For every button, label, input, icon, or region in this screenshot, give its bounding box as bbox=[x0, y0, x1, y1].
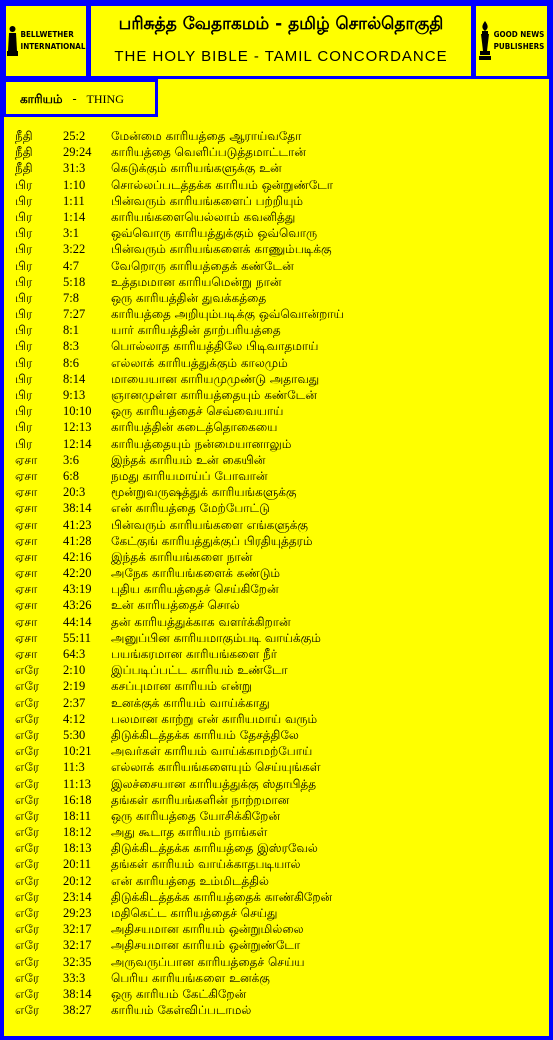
entry-reference: 44:14 bbox=[63, 614, 92, 629]
list-item bbox=[15, 274, 344, 290]
concordance-list bbox=[15, 128, 344, 1018]
entry-reference: 43:26 bbox=[63, 598, 92, 613]
entry-book: எரே bbox=[15, 986, 40, 1001]
entry-text: கசப்புமான காரியம் என்று bbox=[111, 679, 252, 694]
entry-reference: 32:17 bbox=[63, 938, 92, 953]
list-item bbox=[15, 678, 344, 694]
list-item bbox=[15, 889, 344, 905]
list-item bbox=[15, 970, 344, 986]
right-logo-line1: GOOD NEWS bbox=[493, 30, 545, 39]
entry-text: மூன்றுவருஷத்துக் காரியங்களுக்கு bbox=[111, 485, 297, 500]
entry-book: எரே bbox=[15, 711, 40, 726]
entry-book: பிர bbox=[15, 209, 33, 224]
entry-book: பிர bbox=[15, 436, 33, 451]
entry-text: பின்வரும் காரியங்களைப் பற்றியும் bbox=[111, 193, 304, 208]
entry-text: அருவருப்பான காரியத்தைச் செய்ய bbox=[111, 954, 305, 969]
entry-reference: 11:13 bbox=[63, 776, 92, 791]
entry-reference: 31:3 bbox=[63, 161, 86, 176]
entry-reference: 12:14 bbox=[63, 436, 92, 451]
entry-text: மேன்மை காரியத்தை ஆராய்வதோ bbox=[111, 129, 302, 143]
entry-reference: 6:8 bbox=[63, 468, 79, 483]
publisher-logo-left bbox=[3, 3, 89, 79]
entry-text: அது கூடாத காரியம் நாங்கள் bbox=[111, 825, 268, 840]
entry-text: இந்தக் காரியம் உன் கையின் bbox=[111, 452, 266, 467]
list-item bbox=[15, 403, 344, 419]
list-item bbox=[15, 144, 344, 160]
entry-text: ஒரு காரியத்தின் துவக்கத்தை bbox=[111, 290, 267, 305]
entry-text: பெரிய காரியங்களை உனக்கு bbox=[111, 970, 270, 985]
entry-text: மதிகெட்ட காரியத்தைச் செய்து bbox=[111, 906, 278, 920]
list-item bbox=[15, 597, 344, 613]
list-item bbox=[15, 355, 344, 371]
entry-book: எரே bbox=[15, 825, 40, 840]
entry-reference: 23:14 bbox=[63, 889, 92, 904]
list-item bbox=[15, 419, 344, 435]
left-logo-line2: INTERNATIONAL bbox=[20, 42, 86, 51]
entry-text: ஒரு காரியத்தை யோசிக்கிறேன் bbox=[111, 808, 280, 823]
entry-book: பிர bbox=[15, 388, 33, 402]
entry-text: காரியத்தின் கடைத்தொகையை bbox=[111, 420, 278, 435]
entry-reference: 42:16 bbox=[63, 549, 92, 564]
entry-text: ஒரு காரியம் கேட்கிறேன் bbox=[111, 986, 247, 1001]
entry-book: பிர bbox=[15, 290, 33, 305]
list-item bbox=[15, 387, 344, 403]
list-item bbox=[15, 128, 344, 144]
list-item bbox=[15, 776, 344, 792]
entry-text: உனக்குக் காரியம் வாய்க்காது bbox=[111, 695, 270, 710]
entry-book: பிர bbox=[15, 307, 33, 322]
entry-reference: 20:11 bbox=[63, 857, 92, 872]
entry-reference: 38:27 bbox=[63, 1003, 92, 1018]
entry-book: பிர bbox=[15, 274, 33, 289]
entry-book: பிர bbox=[15, 371, 33, 386]
entry-text: யார் காரியத்தின் தாற்பரியத்தை bbox=[111, 323, 281, 338]
list-item bbox=[15, 873, 344, 889]
entry-book: பிர bbox=[15, 339, 33, 354]
entry-reference: 41:23 bbox=[63, 517, 92, 532]
entry-reference: 1:14 bbox=[63, 209, 86, 224]
list-item bbox=[15, 824, 344, 840]
entry-book: எரே bbox=[15, 679, 40, 694]
entry-reference: 5:30 bbox=[63, 727, 86, 742]
entry-reference: 32:35 bbox=[63, 954, 92, 969]
list-item bbox=[15, 177, 344, 193]
entry-reference: 3:22 bbox=[63, 242, 86, 257]
list-item bbox=[15, 646, 344, 662]
list-item bbox=[15, 468, 344, 484]
entry-book: பிர bbox=[15, 226, 33, 241]
entry-text: நமது காரியமாய்ப் போவான் bbox=[111, 468, 268, 483]
list-item bbox=[15, 258, 344, 274]
list-item bbox=[15, 500, 344, 516]
entry-reference: 10:10 bbox=[63, 404, 92, 419]
entry-book: எரே bbox=[15, 857, 40, 872]
entry-book: எரே bbox=[15, 695, 40, 710]
entry-reference: 55:11 bbox=[63, 630, 92, 645]
entry-reference: 1:10 bbox=[63, 177, 86, 192]
entry-book: ஏசா bbox=[15, 452, 38, 467]
entry-text: அதிசயமான காரியம் ஒன்றுமில்லை bbox=[111, 922, 304, 937]
entry-text: தங்கள் காரியம் வாய்க்காதபடியால் bbox=[111, 857, 301, 872]
entry-text: காரியத்தை அறியும்படிக்கு ஒவ்வொன்றாய் bbox=[111, 307, 344, 322]
entry-text: இலச்சையான காரியத்துக்கு ஸ்தாபித்த bbox=[111, 776, 317, 791]
entry-text: சொல்லப்படத்தக்க காரியம் ஒன்றுண்டோ bbox=[111, 177, 334, 192]
list-item bbox=[15, 840, 344, 856]
entry-book: ஏசா bbox=[15, 549, 38, 564]
list-item bbox=[15, 436, 344, 452]
entry-book: எரே bbox=[15, 760, 40, 775]
entry-text: எல்லாக் காரியங்களையும் செய்யுங்கள் bbox=[111, 760, 321, 775]
title-tamil: பரிசுத்த வேதாகமம் - தமிழ் சொல்தொகுதி bbox=[118, 14, 444, 34]
entry-book: பிர bbox=[15, 193, 33, 208]
list-item bbox=[15, 808, 344, 824]
entry-book: பிர bbox=[15, 258, 33, 273]
entry-text: காரியத்தை வெளிப்படுத்தமாட்டான் bbox=[111, 145, 306, 160]
entry-reference: 4:12 bbox=[63, 711, 86, 726]
entry-book: எரே bbox=[15, 841, 40, 856]
headword bbox=[20, 91, 124, 107]
entry-book: எரே bbox=[15, 663, 40, 678]
list-item bbox=[15, 727, 344, 743]
list-item bbox=[15, 533, 344, 549]
entry-text: ஒரு காரியத்தைச் செவ்வையாய் bbox=[111, 404, 284, 419]
list-item bbox=[15, 209, 344, 225]
list-item bbox=[15, 614, 344, 630]
entry-book: எரே bbox=[15, 954, 40, 969]
entry-reference: 2:19 bbox=[63, 679, 86, 694]
entry-book: எரே bbox=[15, 922, 40, 937]
entry-reference: 3:6 bbox=[63, 452, 79, 467]
entry-text: வேறொரு காரியத்தைக் கண்டேன் bbox=[111, 258, 294, 273]
entry-reference: 8:1 bbox=[63, 323, 79, 338]
entry-reference: 29:24 bbox=[63, 145, 92, 160]
entry-text: தன் காரியத்துக்காக வளர்க்கிறான் bbox=[111, 614, 291, 629]
entry-book: எரே bbox=[15, 906, 40, 920]
entry-text: காரியங்களையெல்லாம் கவனித்து bbox=[111, 209, 296, 224]
list-item bbox=[15, 759, 344, 775]
list-item bbox=[15, 225, 344, 241]
entry-reference: 20:12 bbox=[63, 873, 92, 888]
entry-book: பிர bbox=[15, 404, 33, 419]
list-item bbox=[15, 743, 344, 759]
torch-icon bbox=[479, 21, 491, 61]
list-item bbox=[15, 1002, 344, 1018]
entry-book: எரே bbox=[15, 808, 40, 823]
list-item bbox=[15, 338, 344, 354]
entry-book: நீதி bbox=[15, 145, 33, 160]
entry-book: ஏசா bbox=[15, 647, 38, 661]
entry-text: தங்கள் காரியங்களின் நாற்றமான bbox=[111, 792, 290, 807]
entry-text: பயங்கரமான காரியங்களை நீர் bbox=[111, 647, 277, 661]
publisher-logo-right bbox=[473, 3, 550, 79]
title-english: THE HOLY BIBLE - TAMIL CONCORDANCE bbox=[114, 48, 448, 65]
entry-text: திடுக்கிடத்தக்க காரியத்தை இஸ்ரவேல் bbox=[111, 841, 318, 856]
entry-book: ஏசா bbox=[15, 533, 38, 548]
entry-reference: 18:12 bbox=[63, 825, 92, 840]
list-item bbox=[15, 565, 344, 581]
left-logo-line1: BELLWETHER bbox=[20, 30, 74, 39]
entry-reference: 33:3 bbox=[63, 970, 86, 985]
entry-text: காரியத்தையும் நன்மையானாலும் bbox=[111, 436, 292, 451]
entry-reference: 41:28 bbox=[63, 533, 92, 548]
entry-text: ஒவ்வொரு காரியத்துக்கும் ஒவ்வொரு bbox=[111, 226, 318, 241]
right-logo-line2: PUBLISHERS bbox=[493, 42, 545, 51]
entry-book: ஏசா bbox=[15, 614, 38, 629]
entry-text: பொல்லாத காரியத்திலே பிடிவாதமாய் bbox=[111, 339, 319, 354]
list-item bbox=[15, 986, 344, 1002]
entry-reference: 7:27 bbox=[63, 307, 86, 322]
entry-reference: 42:20 bbox=[63, 566, 92, 581]
list-item bbox=[15, 290, 344, 306]
entry-reference: 2:10 bbox=[63, 663, 86, 678]
entry-book: ஏசா bbox=[15, 468, 38, 483]
entry-text: அவர்கள் காரியம் வாய்க்காமற்போய் bbox=[111, 744, 313, 759]
entry-reference: 29:23 bbox=[63, 906, 92, 920]
entry-book: ஏசா bbox=[15, 485, 38, 500]
entry-text: கெடுக்கும் காரியங்களுக்கு உன் bbox=[111, 161, 282, 176]
entry-text: எல்லாக் காரியத்துக்கும் காலமும் bbox=[111, 355, 288, 370]
entry-reference: 1:11 bbox=[63, 193, 85, 208]
entry-book: எரே bbox=[15, 744, 40, 759]
entry-text: உன் காரியத்தைச் சொல் bbox=[111, 598, 240, 613]
list-item bbox=[15, 792, 344, 808]
entry-book: ஏசா bbox=[15, 582, 38, 597]
list-item bbox=[15, 306, 344, 322]
entry-reference: 25:2 bbox=[63, 129, 86, 143]
list-item bbox=[15, 371, 344, 387]
entry-text: திடுக்கிடத்தக்க காரியத்தைக் காண்கிறேன் bbox=[111, 889, 333, 904]
entry-book: எரே bbox=[15, 873, 40, 888]
entry-book: ஏசா bbox=[15, 598, 38, 613]
list-item bbox=[15, 630, 344, 646]
list-item bbox=[15, 160, 344, 176]
entry-reference: 10:21 bbox=[63, 744, 92, 759]
entry-book: எரே bbox=[15, 776, 40, 791]
headword-box bbox=[3, 79, 158, 117]
list-item bbox=[15, 905, 344, 921]
entry-book: பிர bbox=[15, 177, 33, 192]
entry-text: பின்வரும் காரியங்களைக் காணும்படிக்கு bbox=[111, 242, 332, 257]
entry-reference: 38:14 bbox=[63, 501, 92, 516]
list-item bbox=[15, 484, 344, 500]
list-item bbox=[15, 695, 344, 711]
entry-reference: 4:7 bbox=[63, 258, 79, 273]
list-item bbox=[15, 937, 344, 953]
entry-reference: 11:3 bbox=[63, 760, 85, 775]
entry-reference: 64:3 bbox=[63, 647, 86, 661]
entry-reference: 16:18 bbox=[63, 792, 92, 807]
title-box bbox=[88, 3, 474, 79]
entry-text: இந்தக் காரியங்களை நான் bbox=[111, 549, 253, 564]
entry-reference: 8:6 bbox=[63, 355, 79, 370]
entry-reference: 3:1 bbox=[63, 226, 79, 241]
list-item bbox=[15, 322, 344, 338]
entry-reference: 38:14 bbox=[63, 986, 92, 1001]
list-item bbox=[15, 452, 344, 468]
entry-text: ஞானமுள்ள காரியத்தையும் கண்டேன் bbox=[111, 388, 317, 402]
entry-text: இப்படிப்பட்ட காரியம் உண்டோ bbox=[111, 663, 288, 678]
entry-reference: 18:11 bbox=[63, 808, 92, 823]
list-item bbox=[15, 549, 344, 565]
entry-text: காரியம் கேள்விப்படாமல் bbox=[111, 1003, 252, 1018]
entry-book: நீதி bbox=[15, 129, 33, 143]
list-item bbox=[15, 954, 344, 970]
list-item bbox=[15, 711, 344, 727]
entry-book: எரே bbox=[15, 938, 40, 953]
entry-reference: 12:13 bbox=[63, 420, 92, 435]
entry-book: பிர bbox=[15, 242, 33, 257]
entry-book: எரே bbox=[15, 1003, 40, 1018]
entry-text: உத்தமமான காரியமென்று நான் bbox=[111, 274, 282, 289]
entry-book: ஏசா bbox=[15, 501, 38, 516]
entry-text: அநேக காரியங்களைக் கண்டும் bbox=[111, 566, 281, 581]
entry-book: எரே bbox=[15, 792, 40, 807]
entry-reference: 7:8 bbox=[63, 290, 79, 305]
headword-tamil: காரியம் bbox=[20, 92, 63, 106]
entry-text: புதிய காரியத்தைச் செய்கிறேன் bbox=[111, 582, 279, 597]
entry-text: கேட்குங் காரியத்துக்குப் பிரதியுத்தரம் bbox=[111, 533, 313, 548]
list-item bbox=[15, 517, 344, 533]
list-item bbox=[15, 662, 344, 678]
entry-book: பிர bbox=[15, 355, 33, 370]
entry-book: எரே bbox=[15, 970, 40, 985]
list-item bbox=[15, 856, 344, 872]
entry-reference: 5:18 bbox=[63, 274, 86, 289]
entry-reference: 8:3 bbox=[63, 339, 79, 354]
entry-text: பலமான காற்று என் காரியமாய் வரும் bbox=[111, 711, 318, 726]
entry-book: பிர bbox=[15, 420, 33, 435]
entry-book: பிர bbox=[15, 323, 33, 338]
entry-book: ஏசா bbox=[15, 517, 38, 532]
headword-english: THING bbox=[86, 92, 124, 106]
list-item bbox=[15, 921, 344, 937]
entry-text: திடுக்கிடத்தக்க காரியம் தேசத்திலே bbox=[111, 727, 299, 742]
list-item bbox=[15, 193, 344, 209]
entry-text: மாயையான காரியமுமுண்டு அதாவது bbox=[111, 371, 320, 386]
entry-text: என் காரியத்தை மேற்போட்டு bbox=[111, 501, 270, 516]
entry-reference: 8:14 bbox=[63, 371, 86, 386]
shepherd-icon bbox=[7, 25, 18, 57]
entry-reference: 43:19 bbox=[63, 582, 92, 597]
entry-text: அனுப்பின காரியமாகும்படி வாய்க்கும் bbox=[111, 630, 321, 645]
entry-reference: 32:17 bbox=[63, 922, 92, 937]
entry-reference: 18:13 bbox=[63, 841, 92, 856]
entry-book: எரே bbox=[15, 727, 40, 742]
list-item bbox=[15, 581, 344, 597]
entry-text: அதிசயமான காரியம் ஒன்றுண்டோ bbox=[111, 938, 301, 953]
entry-book: ஏசா bbox=[15, 630, 38, 645]
entry-book: எரே bbox=[15, 889, 40, 904]
headword-separator: - bbox=[72, 92, 77, 106]
entry-book: ஏசா bbox=[15, 566, 38, 581]
entry-reference: 2:37 bbox=[63, 695, 86, 710]
entry-reference: 9:13 bbox=[63, 388, 86, 402]
list-item bbox=[15, 241, 344, 257]
entry-book: நீதி bbox=[15, 161, 33, 176]
entry-text: என் காரியத்தை உம்மிடத்தில் bbox=[111, 873, 270, 888]
entry-reference: 20:3 bbox=[63, 485, 86, 500]
entry-text: பின்வரும் காரியங்களை எங்களுக்கு bbox=[111, 517, 309, 532]
